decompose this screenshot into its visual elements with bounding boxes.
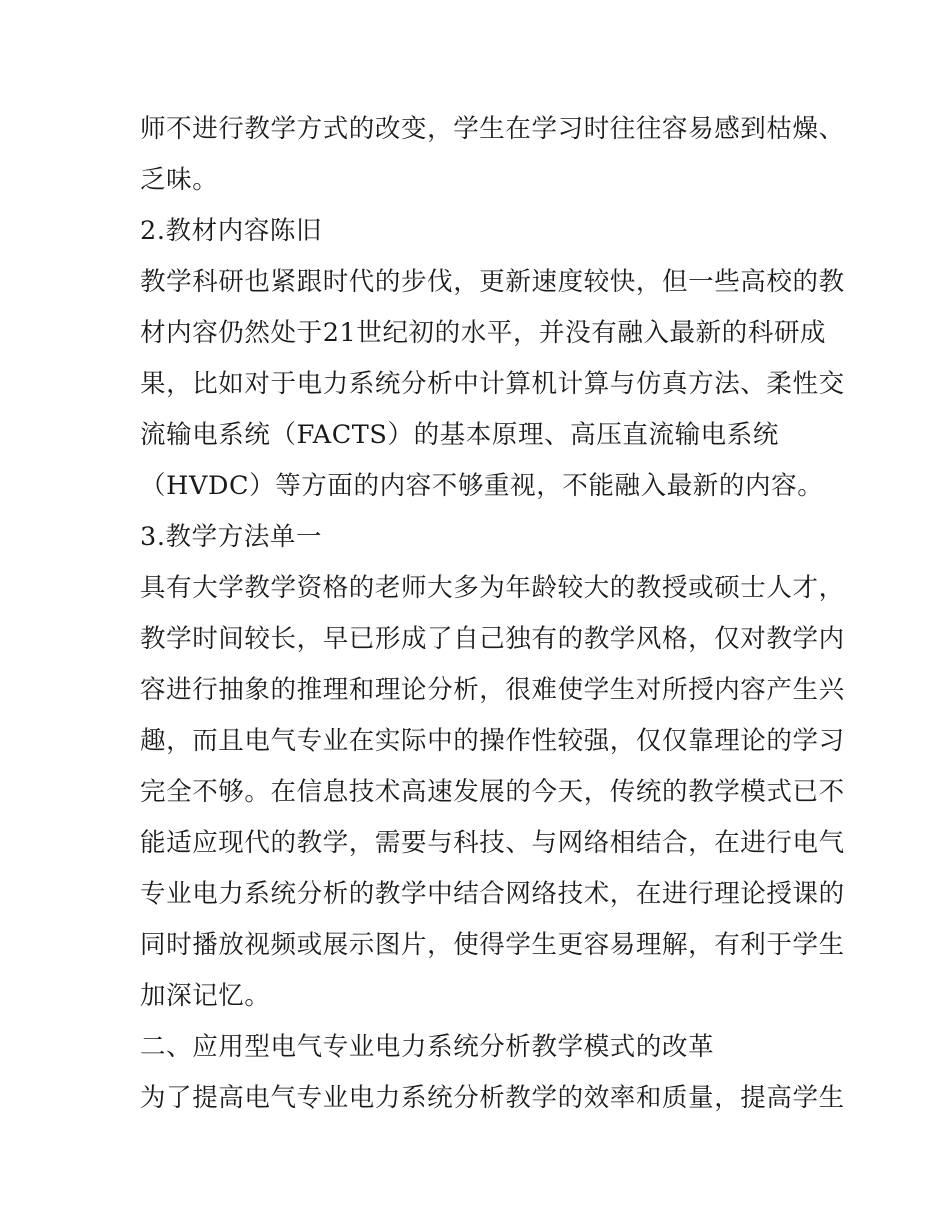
paragraph-line: 同时播放视频或展示图片，使得学生更容易理解，有利于学生 xyxy=(140,930,845,960)
paragraph-line: 能适应现代的教学，需要与科技、与网络相结合，在进行电气 xyxy=(140,828,845,858)
paragraph-line: 完全不够。在信息技术高速发展的今天，传统的教学模式已不 xyxy=(140,777,845,807)
paragraph-line: 为了提高电气专业电力系统分析教学的效率和质量，提高学生 xyxy=(140,1083,845,1113)
paragraph-line: （HVDC）等方面的内容不够重视，不能融入最新的内容。 xyxy=(140,471,824,501)
paragraph-line: 乏味。 xyxy=(140,165,219,195)
paragraph-line: 专业电力系统分析的教学中结合网络技术，在进行理论授课的 xyxy=(140,879,845,909)
paragraph-line: 教学科研也紧跟时代的步伐，更新速度较快，但一些高校的教 xyxy=(140,267,845,297)
paragraph-line: 具有大学教学资格的老师大多为年龄较大的教授或硕士人才， xyxy=(140,573,845,603)
paragraph-line: 教学时间较长，早已形成了自己独有的教学风格，仅对教学内 xyxy=(140,624,845,654)
paragraph-line: 趣，而且电气专业在实际中的操作性较强，仅仅靠理论的学习 xyxy=(140,726,845,756)
paragraph-line: 材内容仍然处于21世纪初的水平，并没有融入最新的科研成 xyxy=(140,318,827,348)
section-heading: 2.教材内容陈旧 xyxy=(140,216,323,246)
section-heading: 二、应用型电气专业电力系统分析教学模式的改革 xyxy=(140,1032,715,1062)
paragraph-line: 果，比如对于电力系统分析中计算机计算与仿真方法、柔性交 xyxy=(140,369,845,399)
section-heading: 3.教学方法单一 xyxy=(140,522,323,552)
paragraph-line: 容进行抽象的推理和理论分析，很难使学生对所授内容产生兴 xyxy=(140,675,845,705)
paragraph-line: 流输电系统（FACTS）的基本原理、高压直流输电系统 xyxy=(140,420,779,450)
paragraph-line: 加深记忆。 xyxy=(140,981,271,1011)
paragraph-line: 师不进行教学方式的改变，学生在学习时往往容易感到枯燥、 xyxy=(140,114,845,144)
